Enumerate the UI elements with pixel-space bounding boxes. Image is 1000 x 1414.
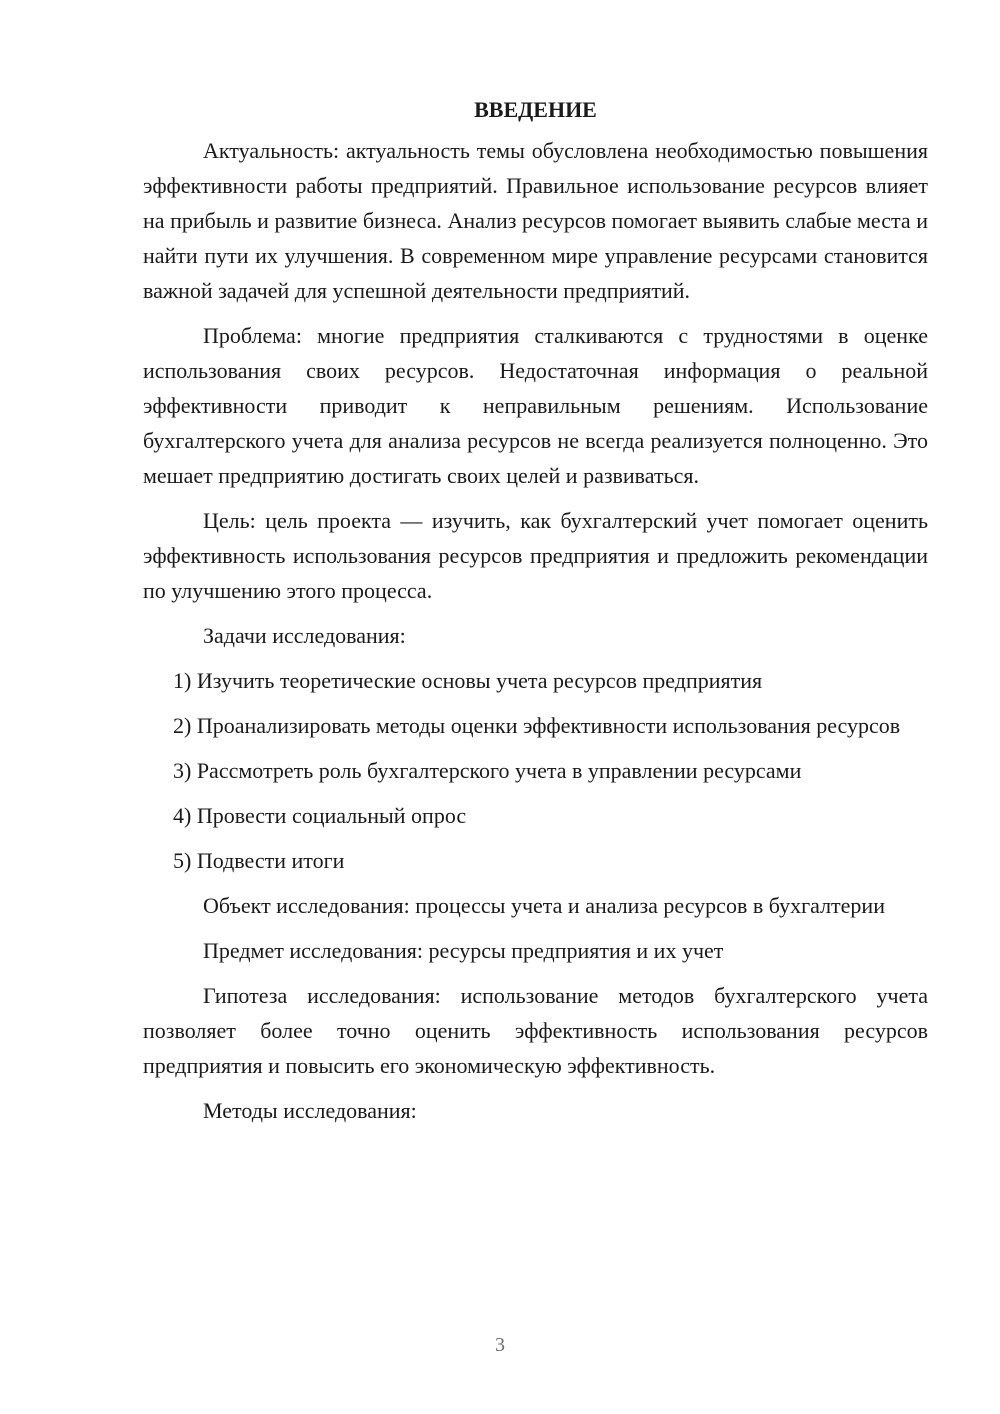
task-item-4: 4) Провести социальный опрос (173, 803, 467, 828)
paragraph-goal: Цель: цель проекта — изучить, как бухгалтерский учет помогает оценить эффективность использования ресурсов предприятия и предложить рекомендации по улучшению этого процесса. (143, 508, 928, 603)
paragraph-tasks-heading: Задачи исследования: (203, 623, 406, 648)
paragraph-relevance: Актуальность: актуальность темы обусловлена необходимостью повышения эффективности работы предприятий. Правильное использование ресурсов влияет на прибыль и развитие бизнеса. Анализ ресурсов помогает выявить слабые места и найти пути их улучшения. В современном мире управление ресурсами становится важной задачей для успешной деятельности предприятий. (143, 138, 928, 303)
paragraph-problem: Проблема: многие предприятия сталкиваются с трудностями в оценке использования своих ресурсов. Недостаточная информация о реальной эффективности приводит к неправильным решениям. Использование бухгалтерского учета для анализа ресурсов не всегда реализуется полноценно. Это мешает предприятию достигать своих целей и развиваться. (143, 323, 928, 488)
document-page (143, 92, 928, 1138)
paragraph-hypothesis: Гипотеза исследования: использование методов бухгалтерского учета позволяет более точно оценить эффективность использования ресурсов предприятия и повысить его экономическую эффективность. (143, 983, 928, 1078)
task-item-3: 3) Рассмотреть роль бухгалтерского учета в управлении ресурсами (173, 758, 802, 783)
task-item-1: 1) Изучить теоретические основы учета ресурсов предприятия (173, 668, 763, 693)
task-item-2: 2) Проанализировать методы оценки эффективности использования ресурсов (173, 713, 901, 738)
task-item-5: 5) Подвести итоги (173, 848, 345, 873)
paragraph-object: Объект исследования: процессы учета и анализа ресурсов в бухгалтерии (203, 893, 885, 918)
page-title: ВВЕДЕНИЕ (474, 97, 597, 122)
paragraph-subject: Предмет исследования: ресурсы предприятия и их учет (203, 938, 724, 963)
page-number: 3 (495, 1334, 505, 1356)
paragraph-methods: Методы исследования: (203, 1098, 417, 1123)
